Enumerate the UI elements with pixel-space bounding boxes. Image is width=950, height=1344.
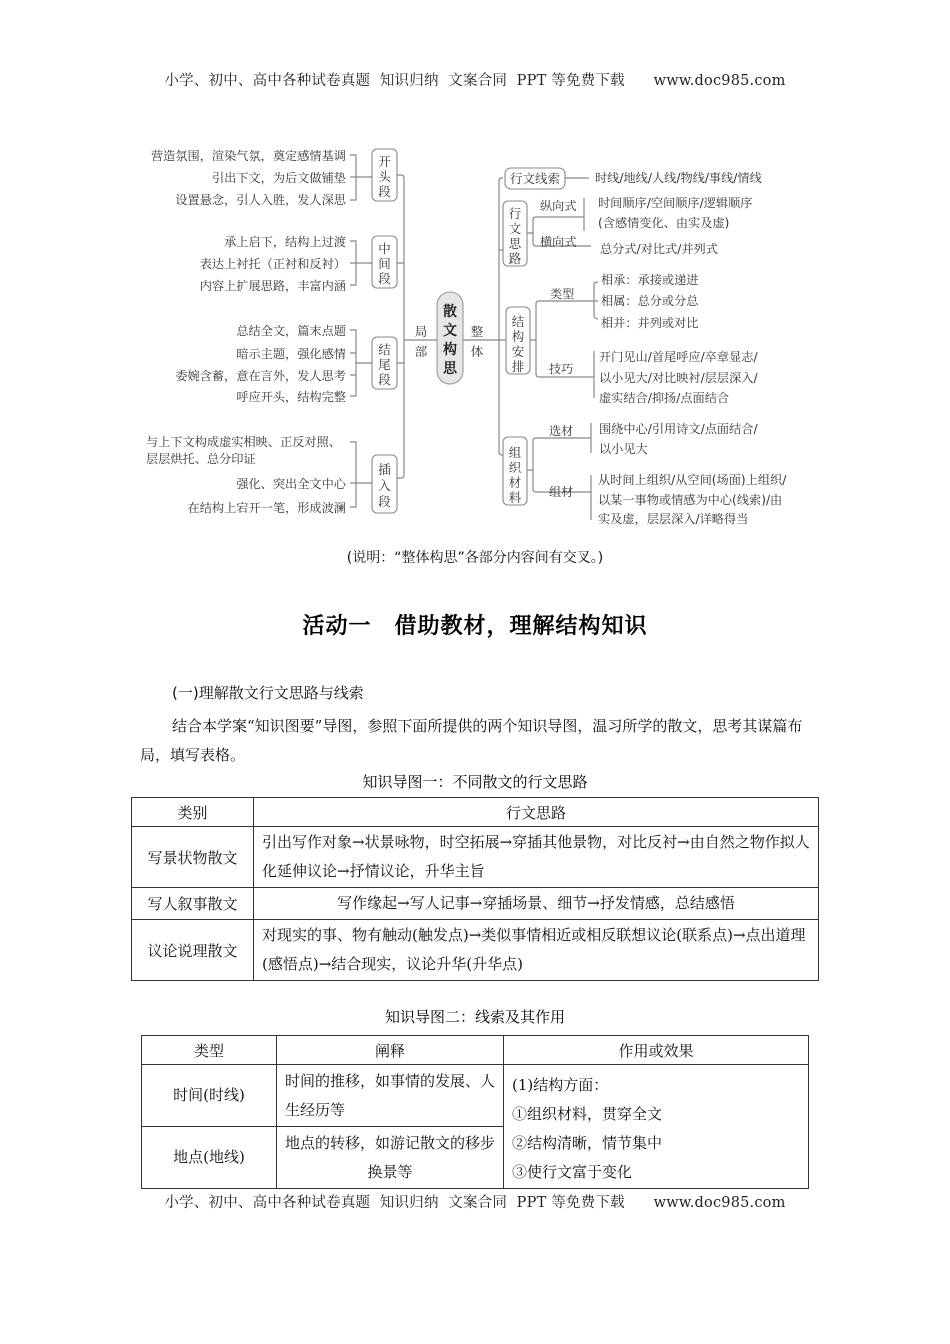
effect-line: ③使行文富于变化 — [512, 1163, 633, 1181]
svg-text:呼应开头，结构完整: 呼应开头，结构完整 — [236, 390, 346, 404]
svg-text:行: 行 — [508, 206, 522, 221]
table1-title: 知识导图一：不同散文的行文思路 — [362, 773, 588, 791]
svg-text:入: 入 — [378, 478, 391, 493]
svg-text:段: 段 — [378, 494, 391, 509]
page-footer: 小学、初中、高中各种试卷真题 知识归纳 文案合同 PPT 等免费下载 www.doc985.com — [164, 1195, 786, 1211]
header-type: 类型 — [142, 1036, 277, 1065]
svg-text:以小见大/对比映衬/层层深入/: 以小见大/对比映衬/层层深入/ — [599, 371, 758, 385]
svg-text:从时间上组织/从空间(场面)上组织/: 从时间上组织/从空间(场面)上组织/ — [598, 473, 787, 487]
svg-text:材: 材 — [508, 475, 522, 490]
table-row — [132, 827, 819, 888]
svg-text:料: 料 — [508, 490, 522, 505]
svg-text:承上启下，结构上过渡: 承上启下，结构上过渡 — [224, 235, 346, 249]
table-row — [142, 1065, 809, 1127]
svg-text:在结构上宕开一笔，形成波澜: 在结构上宕开一笔，形成波澜 — [187, 501, 346, 515]
left-items — [146, 148, 347, 515]
header-category: 类别 — [132, 798, 254, 827]
svg-text:开门见山/首尾呼应/卒章显志/: 开门见山/首尾呼应/卒章显志/ — [599, 350, 758, 364]
row-type: 时间(时线) — [142, 1065, 277, 1127]
svg-text:时线/地线/人线/物线/事线/情线: 时线/地线/人线/物线/事线/情线 — [595, 171, 762, 185]
svg-text:路: 路 — [508, 251, 522, 266]
svg-text:相属：总分或分总: 相属：总分或分总 — [601, 294, 699, 308]
svg-text:构: 构 — [511, 329, 525, 344]
row-explain: 时间的推移，如事情的发展、人生经历等 — [277, 1065, 504, 1127]
svg-text:思: 思 — [508, 236, 522, 251]
table2-title: 知识导图二：线索及其作用 — [384, 1008, 565, 1026]
svg-text:排: 排 — [511, 359, 525, 374]
svg-text:思: 思 — [443, 361, 457, 377]
row-content: 对现实的事、物有触动(触发点)→类似事情相近或相反联想议论(联系点)→点出道理(感悟点)→结合现实，议论升华(升华点) — [254, 920, 819, 981]
svg-text:类型: 类型 — [550, 287, 575, 301]
table-header-row — [132, 798, 819, 827]
page-header: 小学、初中、高中各种试卷真题 知识归纳 文案合同 PPT 等免费下载 www.doc985.com — [164, 73, 786, 89]
svg-text:中: 中 — [378, 241, 391, 256]
svg-text:整: 整 — [470, 324, 484, 339]
svg-text:构: 构 — [443, 342, 457, 358]
svg-text:相承：承接或递进: 相承：承接或递进 — [601, 273, 699, 287]
diagram-caption: (说明：“整体构思”各部分内容间有交叉。) — [346, 550, 604, 566]
effect-line: (1)结构方面： — [512, 1076, 609, 1094]
svg-text:文: 文 — [508, 221, 522, 236]
svg-text:内容上扩展思路，丰富内涵: 内容上扩展思路，丰富内涵 — [199, 279, 346, 293]
svg-text:以某一事物或情感为中心(线索)/由: 以某一事物或情感为中心(线索)/由 — [598, 493, 783, 507]
svg-text:时间顺序/空间顺序/逻辑顺序: 时间顺序/空间顺序/逻辑顺序 — [598, 196, 753, 210]
row-content: 写作缘起→写人记事→穿插场景、细节→抒发情感，总结感悟 — [254, 888, 819, 920]
row-type: 地点(地线) — [142, 1127, 277, 1189]
svg-text:总分式/对比式/并列式: 总分式/对比式/并列式 — [600, 242, 718, 256]
svg-text:段: 段 — [378, 372, 391, 387]
svg-text:引出下文，为后文做铺垫: 引出下文，为后文做铺垫 — [211, 171, 346, 185]
mind-map-diagram — [0, 0, 950, 540]
svg-text:总结全文，篇末点题: 总结全文，篇末点题 — [236, 324, 346, 338]
row-category: 写人叙事散文 — [132, 888, 254, 920]
svg-text:局: 局 — [414, 324, 428, 339]
svg-text:暗示主题，强化感情: 暗示主题，强化感情 — [236, 347, 346, 361]
svg-text:间: 间 — [378, 256, 391, 271]
svg-text:与上下文构成虚实相映、正反对照、: 与上下文构成虚实相映、正反对照、 — [146, 435, 341, 449]
svg-text:织: 织 — [508, 460, 522, 475]
svg-text:(含感情变化、由实及虚): (含感情变化、由实及虚) — [598, 216, 730, 230]
svg-text:部: 部 — [414, 344, 428, 359]
svg-text:段: 段 — [378, 184, 391, 199]
effect-line: ①组织材料，贯穿全文 — [512, 1105, 663, 1123]
table-row — [132, 920, 819, 981]
table-row — [132, 888, 819, 920]
svg-text:散: 散 — [443, 304, 457, 320]
svg-text:设置悬念，引人入胜，发人深思: 设置悬念，引人入胜，发人深思 — [175, 193, 346, 207]
svg-text:强化、突出全文中心: 强化、突出全文中心 — [236, 477, 346, 491]
svg-text:安: 安 — [511, 344, 525, 359]
instruction-paragraph: 结合本学案“知识图要”导图，参照下面所提供的两个知识导图，温习所学的散文，思考其谋篇布局，填写表格。 — [140, 717, 803, 764]
svg-text:相并：并列或对比: 相并：并列或对比 — [601, 316, 699, 330]
section-title: (一)理解散文行文思路与线索 — [172, 684, 364, 702]
svg-text:以小见大: 以小见大 — [599, 442, 648, 456]
svg-text:技巧: 技巧 — [549, 362, 574, 376]
activity-title: 活动一 借助教材，理解结构知识 — [302, 614, 648, 639]
row-category: 写景状物散文 — [132, 827, 254, 888]
svg-text:体: 体 — [470, 344, 484, 359]
row-content: 引出写作对象→状景咏物，时空拓展→穿插其他景物，对比反衬→由自然之物作拟人化延伸议论→抒情议论，升华主旨 — [254, 827, 819, 888]
svg-text:文: 文 — [443, 323, 457, 339]
table-header-row — [142, 1036, 809, 1065]
svg-text:实及虚，层层深入/详略得当: 实及虚，层层深入/详略得当 — [598, 512, 749, 526]
svg-text:结: 结 — [378, 342, 391, 357]
svg-text:围绕中心/引用诗文/点面结合/: 围绕中心/引用诗文/点面结合/ — [599, 422, 758, 436]
header-explain: 阐释 — [277, 1036, 504, 1065]
row-category: 议论说理散文 — [132, 920, 254, 981]
svg-text:委婉含蓄，意在言外，发人思考: 委婉含蓄，意在言外，发人思考 — [175, 369, 346, 383]
svg-text:选材: 选材 — [549, 424, 574, 438]
svg-text:头: 头 — [378, 169, 391, 184]
effect-line: ②结构清晰，情节集中 — [512, 1134, 663, 1152]
svg-text:组材: 组材 — [549, 485, 574, 499]
svg-text:虚实结合/抑扬/点面结合: 虚实结合/抑扬/点面结合 — [599, 391, 730, 405]
row-explain: 地点的转移，如游记散文的移步换景等 — [277, 1127, 504, 1189]
clue-effect-table — [141, 1035, 809, 1189]
svg-text:插: 插 — [378, 462, 391, 477]
svg-text:结: 结 — [511, 314, 525, 329]
svg-text:横向式: 横向式 — [540, 235, 577, 249]
svg-text:组: 组 — [508, 445, 522, 460]
svg-text:尾: 尾 — [378, 357, 391, 372]
svg-text:段: 段 — [378, 271, 391, 286]
effect-cell — [504, 1065, 809, 1189]
header-approach: 行文思路 — [254, 798, 819, 827]
svg-text:纵向式: 纵向式 — [540, 199, 577, 213]
svg-text:层层烘托、总分印证: 层层烘托、总分印证 — [146, 452, 256, 466]
writing-approach-table — [131, 797, 819, 981]
svg-text:开: 开 — [378, 154, 391, 169]
svg-text:表达上衬托（正衬和反衬）: 表达上衬托（正衬和反衬） — [199, 257, 346, 271]
svg-text:行文线索: 行文线索 — [509, 171, 561, 186]
svg-text:营造氛围，渲染气氛，奠定感情基调: 营造氛围，渲染气氛，奠定感情基调 — [151, 149, 346, 163]
header-effect: 作用或效果 — [504, 1036, 809, 1065]
